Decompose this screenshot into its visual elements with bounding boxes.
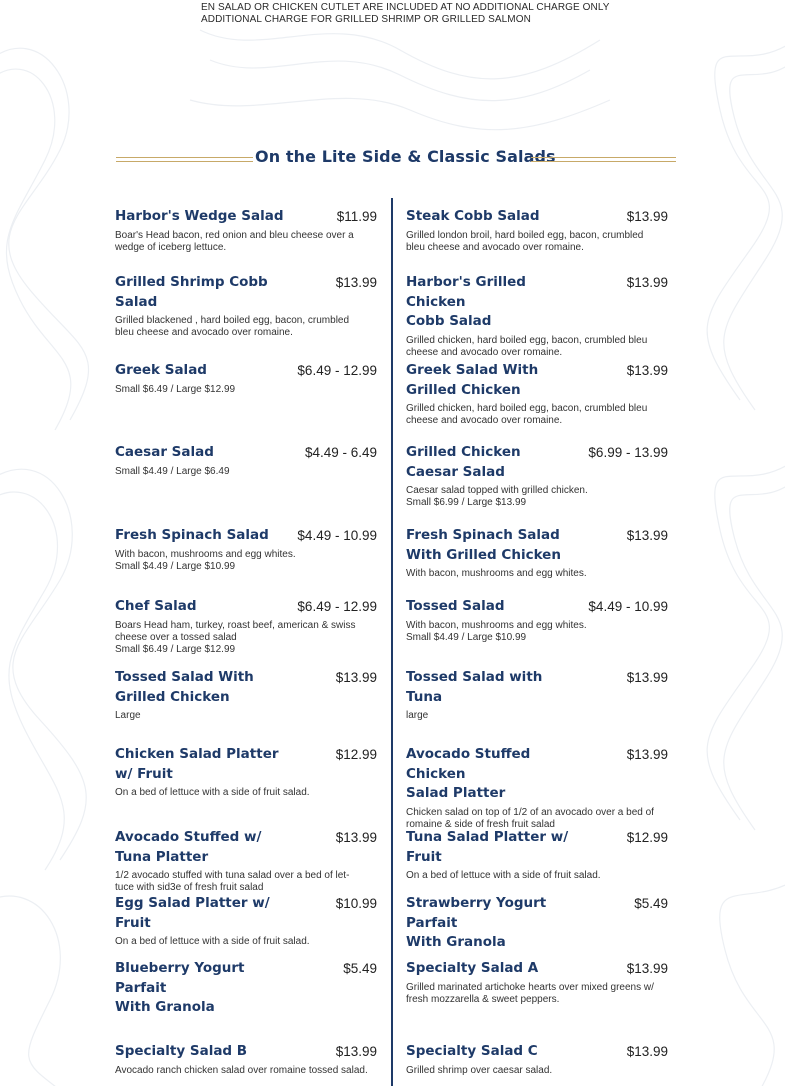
- title-rule-right: [531, 157, 676, 162]
- menu-item: [115, 745, 377, 799]
- top-note: [201, 2, 610, 26]
- item-description: With bacon, mushrooms and egg whites.: [406, 568, 587, 579]
- item-name: Blueberry Yogurt Parfait With Granola: [115, 960, 245, 1015]
- menu-item: [406, 597, 668, 644]
- menu-item: [406, 273, 668, 359]
- item-name: Avocado Stuffed w/ Tuna Platter: [115, 829, 262, 865]
- item-description: With bacon, mushrooms and egg whites. Small $4.49 / Large $10.99: [115, 548, 296, 572]
- menu-item: [406, 361, 668, 427]
- item-description: Small $4.49 / Large $6.49: [115, 465, 230, 477]
- item-description: Grilled london broil, hard boiled egg, bacon, crumbled bleu cheese and avocado over romaine.: [406, 229, 644, 253]
- menu-item: [115, 526, 377, 573]
- menu-item: [406, 207, 668, 254]
- top-note-line: EN SALAD OR CHICKEN CUTLET ARE INCLUDED AT NO ADDITIONAL CHARGE ONLY: [201, 2, 610, 13]
- item-price: $13.99: [626, 363, 668, 378]
- item-name: Tossed Salad With Grilled Chicken: [115, 669, 254, 705]
- section-title: On the Lite Side & Classic Salads: [255, 147, 556, 166]
- item-description: Chicken salad on top of 1/2 of an avocado over a bed of romaine & side of fresh fruit salad: [406, 806, 654, 830]
- item-name: Egg Salad Platter w/ Fruit: [115, 895, 270, 931]
- menu-item: [406, 894, 668, 956]
- menu-item: [115, 1042, 377, 1077]
- item-name: Chicken Salad Platter w/ Fruit: [115, 746, 279, 782]
- item-description: On a bed of lettuce with a side of fruit salad.: [406, 870, 601, 881]
- item-name: Harbor's Grilled Chicken Cobb Salad: [406, 274, 526, 329]
- item-price: $12.99: [626, 830, 668, 845]
- item-name: Fresh Spinach Salad With Grilled Chicken: [406, 527, 561, 563]
- menu-item: [115, 273, 377, 339]
- menu-item: [406, 959, 668, 1006]
- column-divider: [391, 198, 393, 1086]
- item-price: $13.99: [626, 209, 668, 224]
- menu-item: [406, 668, 668, 722]
- menu-item: [406, 526, 668, 580]
- item-price: $10.99: [335, 896, 377, 911]
- item-name: Specialty Salad A: [406, 960, 539, 976]
- menu-item: [115, 959, 377, 1021]
- item-name: Harbor's Wedge Salad: [115, 208, 284, 224]
- item-price: $13.99: [335, 275, 377, 290]
- item-price: $6.49 - 12.99: [297, 363, 377, 378]
- item-description: On a bed of lettuce with a side of fruit salad.: [115, 787, 310, 798]
- item-description: Avocado ranch chicken salad over romaine tossed salad.: [115, 1064, 368, 1076]
- item-description: With bacon, mushrooms and egg whites. Small $4.49 / Large $10.99: [406, 619, 587, 643]
- item-description: Grilled blackened , hard boiled egg, bacon, crumbled bleu cheese and avocado over romaine.: [115, 315, 350, 338]
- item-name: Caesar Salad: [115, 444, 214, 460]
- item-description: 1/2 avocado stuffed with tuna salad over a bed of let- tuce with sid3e of fresh fruit salad: [115, 870, 350, 893]
- item-description: Grilled shrimp over caesar salad.: [406, 1064, 553, 1076]
- menu-item: [115, 361, 377, 396]
- item-price: $13.99: [626, 528, 668, 543]
- item-price: $6.99 - 13.99: [588, 445, 668, 460]
- menu-item: [115, 443, 377, 478]
- top-note-line: ADDITIONAL CHARGE FOR GRILLED SHRIMP OR GRILLED SALMON: [201, 14, 531, 25]
- item-name: Avocado Stuffed Chicken Salad Platter: [406, 746, 531, 801]
- item-name: Fresh Spinach Salad: [115, 527, 269, 543]
- item-description: Small $6.49 / Large $12.99: [115, 383, 236, 395]
- title-rule-left: [116, 157, 253, 162]
- item-name: Grilled Shrimp Cobb Salad: [115, 274, 268, 310]
- item-name: Tossed Salad with Tuna: [406, 669, 543, 705]
- item-price: $13.99: [626, 1044, 668, 1059]
- item-description: Boar's Head bacon, red onion and bleu cheese over a wedge of iceberg lettuce.: [115, 229, 354, 253]
- item-description: Grilled chicken, hard boiled egg, bacon, crumbled bleu cheese and avocado over romaine.: [406, 334, 648, 358]
- menu-item: [115, 894, 377, 948]
- item-price: $13.99: [626, 670, 668, 685]
- item-price: $5.49: [634, 896, 668, 911]
- item-name: Specialty Salad B: [115, 1043, 248, 1059]
- item-price: $13.99: [626, 275, 668, 290]
- item-description: Grilled chicken, hard boiled egg, bacon, crumbled bleu cheese and avocado over romaine.: [406, 403, 648, 426]
- item-name: Steak Cobb Salad: [406, 208, 540, 224]
- menu-item: [115, 207, 377, 254]
- item-price: $4.49 - 6.49: [304, 445, 377, 460]
- item-description: Caesar salad topped with grilled chicken. Small $6.99 / Large $13.99: [406, 485, 588, 508]
- item-price: $13.99: [335, 670, 377, 685]
- item-price: $4.49 - 10.99: [588, 599, 668, 614]
- item-price: $12.99: [335, 747, 377, 762]
- menu-item: [115, 828, 377, 894]
- item-name: Tuna Salad Platter w/ Fruit: [406, 829, 569, 865]
- item-description: Large: [115, 710, 141, 721]
- item-description: Boars Head ham, turkey, roast beef, american & swiss cheese over a tossed salad Small $6.49 / Large $12.99: [115, 619, 356, 655]
- item-price: $4.49 - 10.99: [297, 528, 377, 543]
- menu-item: [115, 597, 377, 656]
- item-price: $11.99: [336, 209, 377, 224]
- item-name: Greek Salad: [115, 362, 207, 378]
- menu-item: [406, 443, 668, 509]
- menu-item: [406, 745, 668, 831]
- item-name: Greek Salad With Grilled Chicken: [406, 362, 539, 398]
- item-price: $6.49 - 12.99: [297, 599, 377, 614]
- item-name: Strawberry Yogurt Parfait With Granola: [406, 895, 547, 950]
- item-price: $13.99: [626, 961, 668, 976]
- item-price: $13.99: [335, 1044, 377, 1059]
- item-description: Grilled marinated artichoke hearts over mixed greens w/ fresh mozzarella & sweet peppers.: [406, 981, 654, 1005]
- item-name: Chef Salad: [115, 598, 197, 614]
- item-name: Tossed Salad: [406, 598, 505, 614]
- menu-item: [406, 1042, 668, 1077]
- item-price: $13.99: [335, 830, 377, 845]
- item-price: $13.99: [626, 747, 668, 762]
- item-description: On a bed of lettuce with a side of fruit salad.: [115, 936, 310, 947]
- menu-item: [115, 668, 377, 722]
- section-header: [115, 146, 677, 172]
- item-name: Grilled Chicken Caesar Salad: [406, 444, 521, 480]
- item-description: large: [406, 710, 429, 721]
- item-name: Specialty Salad C: [406, 1043, 538, 1059]
- menu-item: [406, 828, 668, 882]
- item-price: $5.49: [343, 961, 377, 976]
